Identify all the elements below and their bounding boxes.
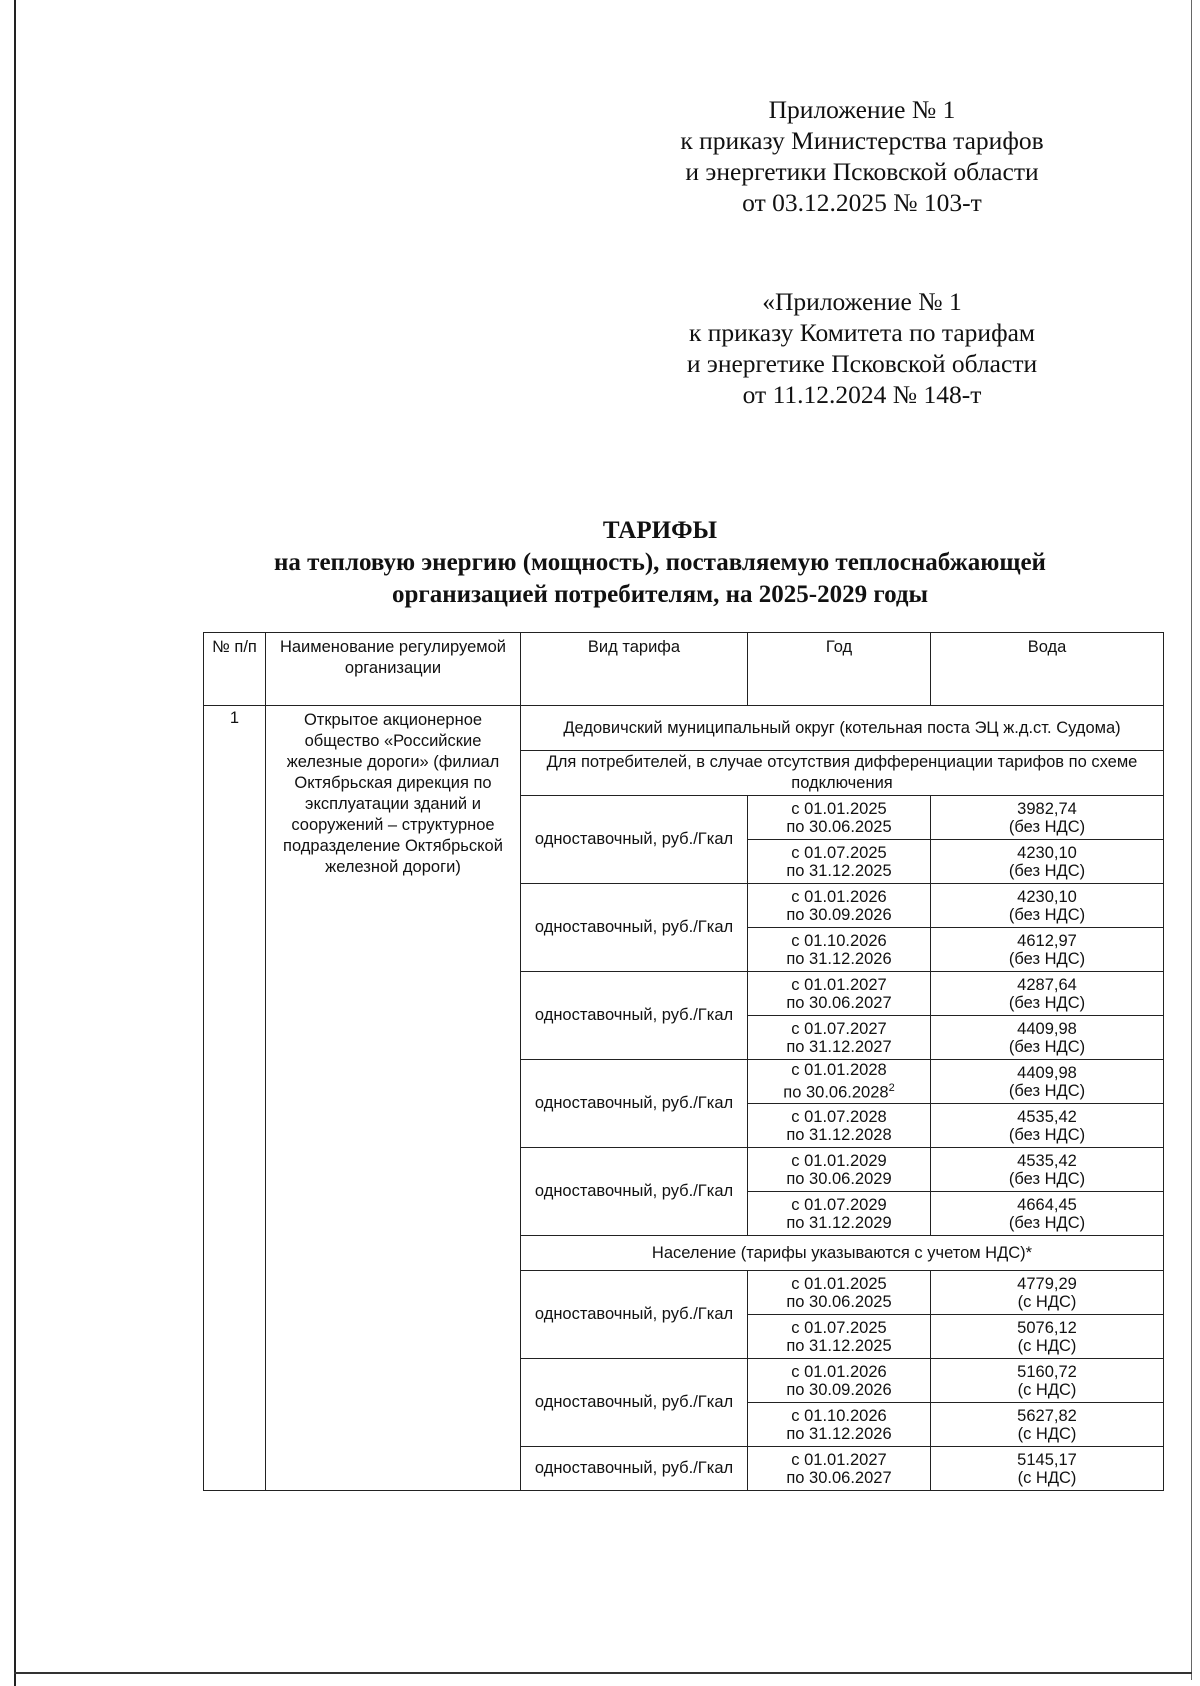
period-from: с 01.01.2026 [791, 1362, 887, 1381]
period-to-wrap [752, 994, 926, 1012]
period-from: с 01.10.2026 [791, 1406, 887, 1425]
tariff-value: 4409,98 [1017, 1019, 1077, 1038]
tariff-value: 5145,17 [1017, 1450, 1077, 1469]
document-title [190, 515, 1130, 611]
period-to-wrap [752, 1469, 926, 1487]
tariffs-table-body [204, 633, 1164, 1491]
period-to: по 30.09.2026 [786, 905, 892, 924]
tariff-value: 4664,45 [1017, 1195, 1077, 1214]
tariff-value: 4535,42 [1017, 1151, 1077, 1170]
tariff-value: 4535,42 [1017, 1107, 1077, 1126]
tariff-value-cell [931, 1104, 1164, 1148]
period-from: с 01.10.2026 [791, 931, 887, 950]
header-org: Наименование регулируемой организации [266, 633, 521, 706]
period-to-wrap [752, 1214, 926, 1232]
period-to-wrap [752, 1381, 926, 1399]
period-from: с 01.01.2028 [791, 1061, 887, 1080]
tariff-value: 4230,10 [1017, 887, 1077, 906]
title-line2: на тепловую энергию (мощность), поставляемую теплоснабжающей [274, 549, 1046, 576]
period-cell [748, 1359, 931, 1403]
period-to-wrap [752, 950, 926, 968]
period-from: с 01.07.2028 [791, 1107, 887, 1126]
tariff-value-cell [931, 1192, 1164, 1236]
tariff-type: одноставочный, руб./Гкал [521, 1148, 748, 1236]
period-to-wrap [752, 1126, 926, 1144]
page-bottom-edge [14, 1672, 1192, 1674]
tariff-value-cell [931, 1060, 1164, 1104]
tariff-value: 3982,74 [1017, 799, 1077, 818]
period-cell [748, 796, 931, 840]
vat-note: (с НДС) [1017, 1336, 1077, 1355]
district-row [204, 706, 1164, 751]
period-to: по 30.06.2025 [786, 1292, 892, 1311]
period-to: по 31.12.2026 [786, 1424, 892, 1443]
period-to-wrap [752, 1038, 926, 1056]
tariff-value-cell [931, 884, 1164, 928]
period-to-wrap [752, 1337, 926, 1355]
section-consumers: Для потребителей, в случае отсутствия дифференциации тарифов по схеме подключения [521, 751, 1164, 796]
vat-note: (без НДС) [1008, 905, 1086, 924]
title-line1: ТАРИФЫ [602, 517, 718, 544]
annex-previous-heading [642, 286, 1082, 410]
vat-note: (без НДС) [1008, 1169, 1086, 1188]
period-cell [748, 840, 931, 884]
period-cell [748, 884, 931, 928]
tariff-value-cell [931, 1403, 1164, 1447]
period-from: с 01.01.2027 [791, 975, 887, 994]
period-cell [748, 1447, 931, 1491]
vat-note: (без НДС) [1008, 1037, 1086, 1056]
tariff-type: одноставочный, руб./Гкал [521, 884, 748, 972]
title-line3: организацией потребителям, на 2025-2029 годы [391, 581, 929, 608]
vat-note: (без НДС) [1008, 993, 1086, 1012]
period-from: с 01.07.2025 [791, 1318, 887, 1337]
period-cell [748, 1060, 931, 1104]
tariff-type: одноставочный, руб./Гкал [521, 1060, 748, 1148]
period-to: по 31.12.2025 [786, 1336, 892, 1355]
tariffs-table [203, 632, 1164, 1491]
period-to-wrap [752, 1079, 926, 1102]
tariff-value-cell [931, 972, 1164, 1016]
vat-note: (без НДС) [1008, 817, 1086, 836]
period-to-wrap [752, 1293, 926, 1311]
vat-note: (без НДС) [1008, 861, 1086, 880]
tariff-value: 4612,97 [1017, 931, 1077, 950]
period-to: по 30.06.2028 [783, 1083, 889, 1102]
tariff-type: одноставочный, руб./Гкал [521, 972, 748, 1060]
annex-current-line4: от 03.12.2025 № 103-т [742, 188, 982, 217]
period-cell [748, 1148, 931, 1192]
vat-note: (без НДС) [1008, 949, 1086, 968]
period-to: по 31.12.2029 [786, 1213, 892, 1232]
period-from: с 01.01.2027 [791, 1450, 887, 1469]
period-to-wrap [752, 1425, 926, 1443]
period-to-wrap [752, 862, 926, 880]
vat-note: (с НДС) [1017, 1292, 1077, 1311]
period-cell [748, 1315, 931, 1359]
organization-name: Открытое акционерное общество «Российские железные дороги» (филиал Октябрьская дирекция по эксплуатации зданий и сооружений – структурное подразделение Октябрьской железной дороги) [266, 706, 521, 1491]
header-num: № п/п [204, 633, 266, 706]
vat-note: (без НДС) [1008, 1081, 1086, 1100]
period-from: с 01.07.2029 [791, 1195, 887, 1214]
vat-note: (с НДС) [1017, 1468, 1077, 1487]
period-to: по 30.06.2029 [786, 1169, 892, 1188]
tariff-value: 4230,10 [1017, 843, 1077, 862]
period-to: по 31.12.2027 [786, 1037, 892, 1056]
period-cell [748, 1271, 931, 1315]
period-to: по 31.12.2028 [786, 1125, 892, 1144]
period-from: с 01.01.2026 [791, 887, 887, 906]
period-cell [748, 1403, 931, 1447]
section-population: Население (тарифы указываются с учетом НДС)* [521, 1236, 1164, 1271]
district-name: Дедовичский муниципальный округ (котельная поста ЭЦ ж.д.ст. Судома) [521, 706, 1164, 751]
annex-current-line1: Приложение № 1 [768, 95, 956, 124]
page-left-edge [14, 0, 16, 1686]
tariff-type: одноставочный, руб./Гкал [521, 796, 748, 884]
annex-previous-line3: и энергетике Псковской области [686, 349, 1038, 378]
tariff-value: 4409,98 [1017, 1063, 1077, 1082]
tariff-value-cell [931, 1359, 1164, 1403]
tariff-value-cell [931, 1315, 1164, 1359]
annex-current-line2: к приказу Министерства тарифов [680, 126, 1044, 155]
page-right-edge [1191, 0, 1192, 1680]
tariff-type: одноставочный, руб./Гкал [521, 1447, 748, 1491]
period-from: с 01.01.2025 [791, 799, 887, 818]
vat-note: (с НДС) [1017, 1424, 1077, 1443]
annex-current-line3: и энергетики Псковской области [685, 157, 1039, 186]
period-from: с 01.07.2025 [791, 843, 887, 862]
row-number: 1 [204, 706, 266, 1491]
vat-note: (без НДС) [1008, 1125, 1086, 1144]
period-to: по 30.06.2027 [786, 993, 892, 1012]
period-to-wrap [752, 818, 926, 836]
tariff-value-cell [931, 796, 1164, 840]
period-from: с 01.01.2029 [791, 1151, 887, 1170]
tariff-value: 5627,82 [1017, 1406, 1077, 1425]
period-to: по 31.12.2025 [786, 861, 892, 880]
tariff-type: одноставочный, руб./Гкал [521, 1359, 748, 1447]
tariff-value-cell [931, 928, 1164, 972]
vat-note: (с НДС) [1017, 1380, 1077, 1399]
tariff-value: 4287,64 [1017, 975, 1077, 994]
annex-previous-line1: «Приложение № 1 [762, 287, 962, 316]
header-type: Вид тарифа [521, 633, 748, 706]
header-year: Год [748, 633, 931, 706]
tariff-value: 5076,12 [1017, 1318, 1077, 1337]
tariff-value-cell [931, 840, 1164, 884]
period-to-wrap [752, 1170, 926, 1188]
period-cell [748, 928, 931, 972]
period-to: по 31.12.2026 [786, 949, 892, 968]
period-to-wrap [752, 906, 926, 924]
period-to: по 30.06.2025 [786, 817, 892, 836]
vat-note: (без НДС) [1008, 1213, 1086, 1232]
header-water: Вода [931, 633, 1164, 706]
tariff-value-cell [931, 1271, 1164, 1315]
period-from: с 01.07.2027 [791, 1019, 887, 1038]
period-to: по 30.06.2027 [786, 1468, 892, 1487]
tariff-value: 4779,29 [1017, 1274, 1077, 1293]
period-to: по 30.09.2026 [786, 1380, 892, 1399]
annex-previous-line2: к приказу Комитета по тарифам [688, 318, 1036, 347]
tariff-type: одноставочный, руб./Гкал [521, 1271, 748, 1359]
tariff-value: 5160,72 [1017, 1362, 1077, 1381]
period-cell [748, 1104, 931, 1148]
tariff-value-cell [931, 1447, 1164, 1491]
table-header-row [204, 633, 1164, 706]
footnote-mark: 2 [888, 1082, 895, 1095]
period-cell [748, 1192, 931, 1236]
annex-previous-line4: от 11.12.2024 № 148-т [742, 380, 982, 409]
tariff-value-cell [931, 1148, 1164, 1192]
annex-current-heading [642, 94, 1082, 218]
period-cell [748, 972, 931, 1016]
tariff-value-cell [931, 1016, 1164, 1060]
period-cell [748, 1016, 931, 1060]
period-from: с 01.01.2025 [791, 1274, 887, 1293]
